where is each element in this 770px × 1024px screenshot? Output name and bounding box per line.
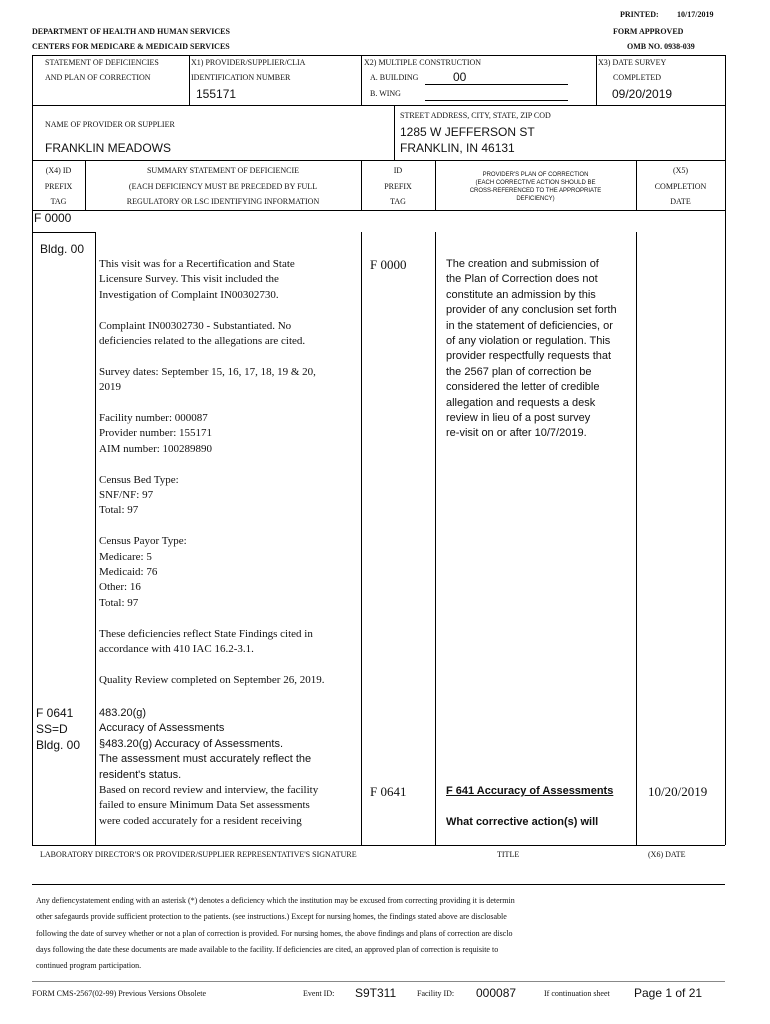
summary-line: Census Bed Type: bbox=[99, 473, 179, 486]
plan-line: in the statement of deficiencies, or bbox=[446, 319, 613, 332]
footnote-text bbox=[36, 893, 726, 974]
x4-label-2: PREFIX bbox=[44, 182, 73, 191]
x3-label-1: X3) DATE SURVEY bbox=[598, 58, 667, 67]
plan-line: re-visit on or after 10/7/2019. bbox=[446, 427, 587, 440]
plan-header-1: PROVIDER'S PLAN OF CORRECTION bbox=[482, 172, 589, 178]
survey-date: 09/20/2019 bbox=[612, 87, 673, 101]
bldg-label-2: Bldg. 00 bbox=[36, 738, 81, 752]
continuation-label: If continuation sheet bbox=[544, 989, 610, 998]
body-div-1 bbox=[95, 232, 96, 845]
summary-line: Facility number: 000087 bbox=[99, 412, 208, 425]
provider-name-label: NAME OF PROVIDER OR SUPPLIER bbox=[45, 120, 175, 129]
id-label-2: PREFIX bbox=[384, 182, 412, 191]
x4-label-1: (X4) ID bbox=[45, 166, 72, 175]
blank-line bbox=[99, 396, 359, 411]
x6-date-label: (X6) DATE bbox=[648, 850, 686, 859]
blank-line bbox=[99, 611, 359, 626]
plan-line: of any violation or regulation. This bbox=[446, 335, 611, 348]
x2-label: X2) MULTIPLE CONSTRUCTION bbox=[364, 58, 482, 67]
provider-id: 155171 bbox=[196, 87, 237, 101]
plan-line: allegation and requests a desk bbox=[446, 396, 596, 409]
department-name: DEPARTMENT OF HEALTH AND HUMAN SERVICES bbox=[32, 27, 230, 36]
id-label-1: ID bbox=[393, 166, 403, 175]
address-line-1: 1285 W JEFFERSON ST bbox=[400, 125, 535, 139]
facility-id-label: Facility ID: bbox=[417, 989, 455, 998]
wing-underline bbox=[425, 100, 568, 101]
blank-line bbox=[99, 349, 359, 364]
severity-scope: SS=D bbox=[36, 722, 68, 736]
plan-line: constitute an admission by this bbox=[446, 288, 596, 301]
plan-line: considered the letter of credible bbox=[446, 381, 600, 394]
divider-1 bbox=[189, 55, 190, 105]
id-tag-f0000: F 0000 bbox=[370, 257, 407, 272]
x1-label-1: X1) PROVIDER/SUPPLIER/CLIA bbox=[191, 58, 306, 67]
footer-line bbox=[32, 981, 725, 982]
blank-line bbox=[99, 457, 359, 472]
plan-header-3: CROSS-REFERENCED TO THE APPROPRIATE bbox=[469, 188, 602, 194]
summary-line: failed to ensure Minimum Data Set assessments bbox=[99, 799, 310, 812]
plan-header-2: (EACH CORRECTIVE ACTION SHOULD BE bbox=[475, 180, 596, 186]
facility-id: 000087 bbox=[476, 986, 517, 1000]
plan-line: review in lieu of a post survey bbox=[446, 412, 591, 425]
footnote-line: continued program participation. bbox=[36, 961, 142, 971]
summary-line: Other: 16 bbox=[99, 581, 141, 594]
regulation-line: 483.20(g) bbox=[99, 707, 147, 719]
plan-line: The creation and submission of bbox=[446, 258, 599, 270]
event-id-label: Event ID: bbox=[303, 989, 335, 998]
id-label-3: TAG bbox=[390, 197, 406, 206]
tag-f0000: F 0000 bbox=[34, 211, 72, 225]
form-number: FORM CMS-2567(02-99) Previous Versions Obsolete bbox=[32, 989, 207, 998]
plan-subtitle: What corrective action(s) will bbox=[446, 816, 599, 828]
summary-line: Investigation of Complaint IN00302730. bbox=[99, 288, 279, 301]
tag-row-line bbox=[32, 232, 95, 233]
printed-date: 10/17/2019 bbox=[677, 10, 714, 19]
plan-line: the 2567 plan of correction be bbox=[446, 365, 592, 378]
footnote-line: Any defiencystatement ending with an asterisk (*) denotes a deficiency which the institution may be excused from correcting providing it is determin bbox=[36, 896, 515, 905]
summary-line: Total: 97 bbox=[99, 504, 139, 517]
summary-line: Total: 97 bbox=[99, 596, 139, 609]
regulation-line: Accuracy of Assessments bbox=[99, 722, 225, 735]
summary-line: Survey dates: September 15, 16, 17, 18, 19 & 20, bbox=[99, 365, 316, 378]
summary-line: Medicare: 5 bbox=[99, 550, 152, 563]
x1-label-2: IDENTIFICATION NUMBER bbox=[191, 73, 291, 82]
x3-label-2: COMPLETED bbox=[613, 73, 661, 82]
right-border bbox=[725, 55, 726, 845]
summary-line: 2019 bbox=[99, 381, 121, 394]
address-line-2: FRANKLIN, IN 46131 bbox=[400, 141, 515, 155]
divider-3 bbox=[596, 55, 597, 105]
regulation-line: §483.20(g) Accuracy of Assessments. bbox=[99, 737, 284, 750]
summary-line: Provider number: 155171 bbox=[99, 427, 213, 440]
wing-label: B. WING bbox=[370, 89, 401, 98]
statement-label-2: AND PLAN OF CORRECTION bbox=[45, 73, 151, 82]
plan-line: provider of any conclusion set forth bbox=[446, 304, 617, 317]
signature-top-line bbox=[32, 845, 725, 846]
signature-label: LABORATORY DIRECTOR'S OR PROVIDER/SUPPLIER REPRESENTATIVE'S SIGNATURE bbox=[40, 850, 357, 859]
regulation-line: The assessment must accurately reflect the bbox=[99, 753, 312, 766]
summary-header-1: SUMMARY STATEMENT OF DEFICIENCIE bbox=[146, 166, 300, 175]
row-line-2 bbox=[32, 160, 725, 161]
plan-header-4: DEFICIENCY) bbox=[516, 196, 555, 202]
event-id: S9T311 bbox=[355, 986, 397, 1000]
summary-text-2 bbox=[99, 783, 359, 829]
footnote-line: following the date of survey whether or not a plan of correction is provided. For nursing homes, the above findings and plans of correction are disclo bbox=[36, 928, 513, 938]
provider-name: FRANKLIN MEADOWS bbox=[45, 141, 172, 155]
x5-label-1: (X5) bbox=[672, 166, 689, 175]
x5-label-3: DATE bbox=[670, 197, 691, 206]
summary-header-2: (EACH DEFICIENCY MUST BE PRECEDED BY FULL bbox=[128, 182, 318, 191]
omb-number: OMB NO. 0938-039 bbox=[627, 42, 695, 51]
title-label: TITLE bbox=[497, 850, 520, 859]
signature-bottom-line bbox=[32, 884, 725, 885]
summary-line: Census Payor Type: bbox=[99, 535, 187, 548]
divider-4 bbox=[394, 105, 395, 160]
summary-line: Based on record review and interview, the facility bbox=[99, 784, 319, 796]
x5-label-2: COMPLETION bbox=[654, 182, 707, 191]
summary-line: Medicaid: 76 bbox=[99, 566, 158, 579]
divider-2 bbox=[361, 55, 362, 105]
body-div-2 bbox=[361, 232, 362, 845]
building-label: A. BUILDING bbox=[370, 73, 419, 82]
plan-line: provider respectfully requests that bbox=[446, 350, 612, 363]
summary-line: Licensure Survey. This visit included the bbox=[99, 273, 279, 286]
summary-line: SNF/NF: 97 bbox=[99, 489, 154, 502]
top-border bbox=[32, 55, 725, 56]
summary-line: This visit was for a Recertification and State bbox=[99, 258, 295, 270]
summary-line: deficiencies related to the allegations are cited. bbox=[99, 335, 306, 348]
footnote-line: other safegaurds provide sufficient protection to the patients. (see instructions.) Except for nursing homes, the findings stated above are disclosable bbox=[36, 912, 507, 922]
tag-f0641: F 0641 bbox=[36, 706, 74, 720]
summary-regulation bbox=[99, 706, 359, 783]
summary-line: Complaint IN00302730 - Substantiated. No bbox=[99, 319, 292, 332]
printed-label: PRINTED: bbox=[620, 10, 659, 19]
body-div-3 bbox=[435, 232, 436, 845]
blank-line bbox=[99, 519, 359, 534]
summary-line: were coded accurately for a resident receiving bbox=[99, 814, 302, 827]
id-tag-f0641: F 0641 bbox=[370, 784, 407, 799]
page-number: Page 1 of 21 bbox=[634, 986, 703, 1000]
statement-label-1: STATEMENT OF DEFICIENCIES bbox=[45, 58, 159, 67]
building-underline bbox=[425, 84, 568, 85]
footnote-line: days following the date these documents are made available to the facility. If deficiencies are cited, an approved plan of correction is requisite to bbox=[36, 944, 499, 954]
blank-line bbox=[99, 303, 359, 318]
x4-label-3: TAG bbox=[50, 197, 67, 206]
blank-line bbox=[99, 657, 359, 672]
summary-header-3: REGULATORY OR LSC IDENTIFYING INFORMATION bbox=[126, 197, 320, 206]
plan-title-f641: F 641 Accuracy of Assessments bbox=[446, 785, 614, 797]
plan-line: the Plan of Correction does not bbox=[446, 273, 598, 286]
bldg-label-1: Bldg. 00 bbox=[40, 242, 85, 256]
col-header-bottom bbox=[32, 210, 725, 211]
centers-name: CENTERS FOR MEDICARE & MEDICAID SERVICES bbox=[32, 42, 230, 51]
plan-text-1 bbox=[446, 257, 634, 442]
address-label: STREET ADDRESS, CITY, STATE, ZIP COD bbox=[400, 111, 551, 120]
summary-line: AIM number: 100289890 bbox=[99, 442, 213, 455]
form-approved: FORM APPROVED bbox=[613, 27, 684, 36]
completion-date: 10/20/2019 bbox=[648, 784, 708, 799]
building-value: 00 bbox=[453, 70, 467, 84]
row-line-1 bbox=[32, 105, 725, 106]
regulation-line: resident's status. bbox=[99, 768, 182, 781]
summary-line: These deficiencies reflect State Findings cited in bbox=[99, 627, 313, 640]
summary-text-1 bbox=[99, 257, 359, 688]
body-div-4 bbox=[636, 232, 637, 845]
summary-line: accordance with 410 IAC 16.2-3.1. bbox=[99, 643, 254, 656]
summary-line: Quality Review completed on September 26, 2019. bbox=[99, 673, 325, 686]
